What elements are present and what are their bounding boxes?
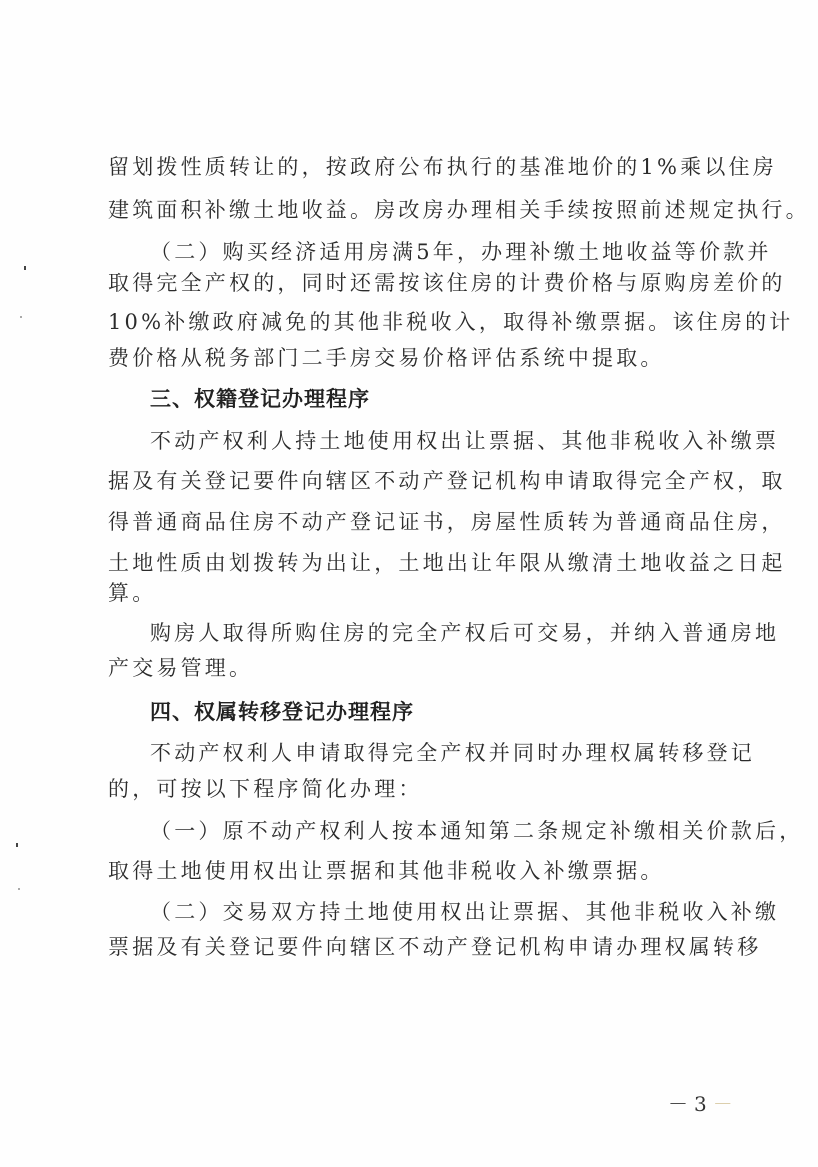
body-line: （二）购买经济适用房满5年，办理补缴土地收益等价款并: [150, 240, 772, 264]
section-heading-3: 三、权籍登记办理程序: [150, 387, 370, 411]
body-line: 购房人取得所购住房的完全产权后可交易，并纳入普通房地: [150, 621, 780, 645]
body-line: 取得完全产权的，同时还需按该住房的计费价格与原购房差价的: [108, 271, 786, 295]
scan-mark: [18, 888, 20, 890]
body-line: （二）交易双方持土地使用权出让票据、其他非税收入补缴: [150, 900, 780, 924]
body-line: 得普通商品住房不动产登记证书，房屋性质转为普通商品住房，: [108, 510, 786, 534]
body-line: 产交易管理。: [108, 656, 254, 680]
section-heading-4: 四、权属转移登记办理程序: [150, 700, 414, 724]
page-number: [668, 1088, 739, 1117]
scan-mark: [16, 843, 18, 847]
scan-mark: [24, 266, 26, 270]
body-line: 10%补缴政府减免的其他非税收入，取得补缴票据。该住房的计: [108, 310, 794, 334]
body-line: 土地性质由划拨转为出让，土地出让年限从缴清土地收益之日起: [108, 551, 786, 575]
page-number-value: 3: [694, 1092, 713, 1116]
body-line: 不动产权利人持土地使用权出让票据、其他非税收入补缴票: [150, 429, 780, 453]
body-line: 不动产权利人申请取得完全产权并同时办理权属转移登记: [150, 741, 755, 765]
body-line: 的，可按以下程序简化办理：: [108, 777, 423, 801]
body-line: （一）原不动产权利人按本通知第二条规定补缴相关价款后，: [150, 819, 804, 843]
body-line: 票据及有关登记要件向辖区不动产登记机构申请办理权属转移: [108, 935, 762, 959]
page-number-dash-left: －: [668, 1092, 694, 1116]
body-line: 留划拨性质转让的，按政府公布执行的基准地价的1%乘以住房: [108, 155, 777, 179]
body-line: 据及有关登记要件向辖区不动产登记机构申请取得完全产权，取: [108, 469, 786, 493]
body-line: 建筑面积补缴土地收益。房改房办理相关手续按照前述规定执行。: [108, 198, 810, 222]
body-line: 费价格从税务部门二手房交易价格评估系统中提取。: [108, 346, 665, 370]
body-line: 取得土地使用权出让票据和其他非税收入补缴票据。: [108, 859, 665, 883]
body-line: 算。: [108, 581, 157, 605]
page-number-dash-right: －: [712, 1092, 739, 1116]
scan-mark: [20, 316, 22, 318]
